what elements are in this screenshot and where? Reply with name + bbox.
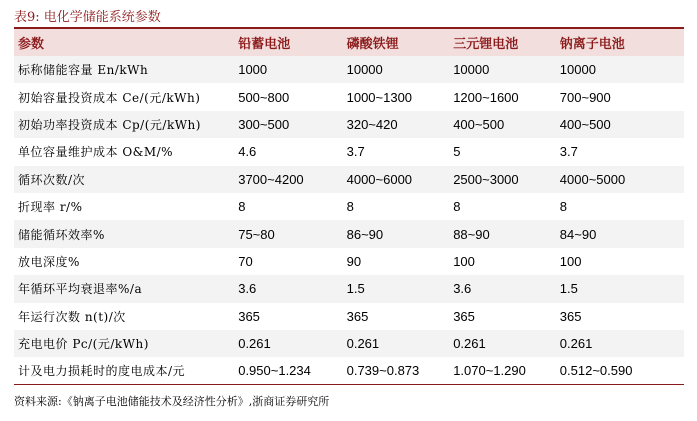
table-cell: 0.512~0.590 (559, 363, 633, 379)
table-title: 表9: 电化学储能系统参数 (14, 10, 161, 25)
table-cell: 90 (346, 253, 362, 269)
row-label: 储能循环效率% (18, 227, 105, 242)
row-label: 年循环平均衰退率%/a (18, 282, 143, 297)
table-cell: 0.261 (238, 336, 271, 352)
row-label: 年运行次数 n(t)/次 (18, 309, 126, 324)
table-row (14, 275, 684, 302)
table-row (14, 330, 684, 357)
row-label: 循环次数/次 (18, 172, 86, 187)
table-cell: 4.6 (238, 144, 257, 160)
row-label: 放电深度% (18, 254, 80, 269)
table-cell: 75~80 (238, 226, 275, 242)
table-cell: 0.261 (346, 336, 380, 352)
table-row (14, 220, 684, 247)
table-cell: 3700~4200 (238, 171, 304, 187)
table-cell: 500~800 (238, 89, 290, 105)
table-cell: 3.6 (453, 281, 472, 297)
table-cell: 10000 (346, 62, 383, 78)
table-cell: 1000 (238, 62, 268, 78)
table-cell: 0.261 (453, 336, 486, 352)
table-row (14, 138, 684, 165)
table-cell: 88~90 (453, 226, 490, 242)
table-cell: 700~900 (559, 89, 611, 105)
table-row (14, 193, 684, 220)
table-row (14, 357, 684, 384)
table-cell: 4000~5000 (559, 171, 626, 187)
table-cell: 100 (453, 253, 475, 269)
table-row (14, 56, 684, 83)
header-lead-acid: 铅蓄电池 (238, 37, 291, 52)
row-label: 折现率 r/% (18, 200, 83, 215)
row-label: 初始容量投资成本 Ce/(元/kWh) (18, 90, 201, 105)
table-cell: 400~500 (559, 116, 611, 132)
table-cell: 2500~3000 (453, 171, 519, 187)
table-cell: 8 (346, 199, 354, 215)
table-cell: 5 (453, 144, 461, 160)
header-ternary-lithium: 三元锂电池 (453, 37, 519, 52)
table-row (14, 111, 684, 138)
table-row (14, 303, 684, 330)
header-parameter: 参数 (18, 37, 45, 52)
header-sodium-ion: 钠离子电池 (559, 37, 625, 52)
table-cell: 300~500 (238, 116, 290, 132)
table-cell: 8 (453, 199, 461, 215)
row-label: 计及电力损耗时的度电成本/元 (18, 364, 186, 379)
parameters-table (14, 29, 684, 385)
table-cell: 1.5 (346, 281, 365, 297)
table-cell: 4000~6000 (346, 171, 413, 187)
table-cell: 10000 (453, 62, 490, 78)
table-cell: 0.950~1.234 (238, 363, 311, 379)
table-row (14, 166, 684, 193)
table-row (14, 83, 684, 110)
table-cell: 86~90 (346, 226, 384, 242)
bottom-rule (14, 384, 684, 385)
row-label: 标称储能容量 En/kWh (18, 63, 149, 78)
table-cell: 365 (559, 308, 582, 324)
table-cell: 3.7 (559, 144, 578, 160)
table-cell: 0.739~0.873 (346, 363, 420, 379)
table-cell: 400~500 (453, 116, 505, 132)
table-row (14, 248, 684, 275)
table-cell: 70 (238, 253, 253, 269)
table-cell: 365 (346, 308, 369, 324)
source-note: 资料来源:《钠离子电池储能技术及经济性分析》,浙商证券研究所 (14, 395, 330, 408)
table-cell: 3.6 (238, 281, 257, 297)
table-cell: 1.070~1.290 (453, 363, 526, 379)
table-cell: 1000~1300 (346, 89, 413, 105)
table-cell: 365 (453, 308, 475, 324)
row-label: 充电电价 Pc/(元/kWh) (18, 337, 149, 352)
table-cell: 365 (238, 308, 260, 324)
header-lfp: 磷酸铁锂 (346, 37, 399, 52)
table-cell: 0.261 (559, 336, 593, 352)
table-cell: 1.5 (559, 281, 578, 297)
table-cell: 8 (238, 199, 246, 215)
table-cell: 10000 (559, 62, 596, 78)
table-cell: 3.7 (346, 144, 365, 160)
table-cell: 8 (559, 199, 568, 215)
table-cell: 1200~1600 (453, 89, 519, 105)
table-cell: 100 (559, 253, 582, 269)
row-label: 初始功率投资成本 Cp/(元/kWh) (18, 117, 201, 132)
table-cell: 320~420 (346, 116, 398, 132)
table-cell: 84~90 (559, 226, 597, 242)
row-label: 单位容量维护成本 O&M/% (18, 145, 174, 160)
table-header-row (14, 29, 684, 56)
